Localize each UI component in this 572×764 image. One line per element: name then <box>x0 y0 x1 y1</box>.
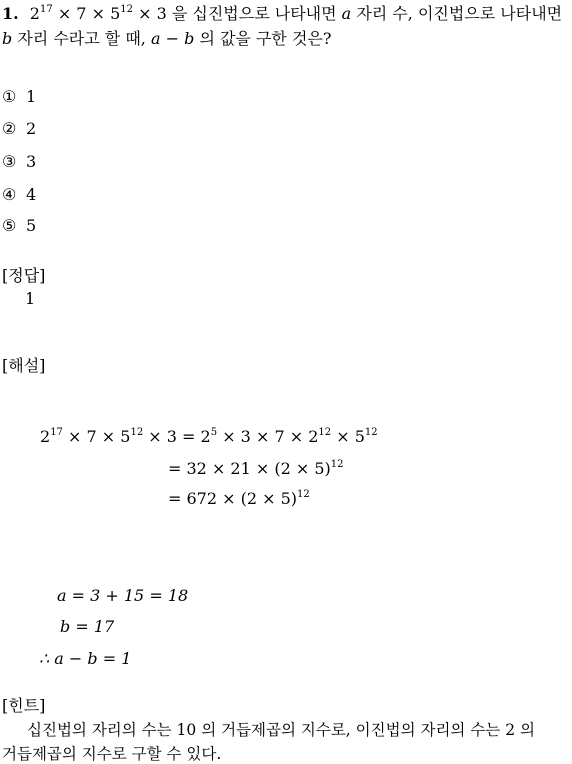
equation-lhs: $2^{17} \times 7 \times 5^{12} \times 3$ <box>40 427 177 446</box>
option-2[interactable] <box>2 119 36 138</box>
hint-label: [힌트] <box>2 696 46 715</box>
hint-line-2: 거듭제곱의 지수로 구할 수 있다. <box>2 745 222 763</box>
option-marker: ④ <box>2 185 17 204</box>
question-number: 1. <box>2 4 19 23</box>
question-line-2: b 자리 수라고 할 때, a − b 의 값을 구한 것은? <box>2 29 332 48</box>
result-conclusion: ∴ a − b = 1 <box>39 649 132 668</box>
option-3[interactable] <box>2 152 36 171</box>
hint-line-1: 십진법의 자리의 수는 10 의 거듭제곱의 지수로, 이진법의 자리의 수는 2 의 <box>27 721 535 739</box>
option-value: 3 <box>26 152 37 171</box>
equation-rhs: = $2^5 \times 3 \times 7 \times 2^{12} \times 5^{12}$ <box>182 427 378 446</box>
option-marker: ① <box>2 87 17 106</box>
option-value: 2 <box>26 119 37 138</box>
question-line-1: 1. $2^{17} \times 7 \times 5^{12} \times 3$ 을 십진법으로 나타내면 a 자리 수, 이진법으로 나타내면 <box>2 4 563 23</box>
answer-value: 1 <box>25 289 36 308</box>
option-value: 5 <box>26 216 37 235</box>
result-a: a = 3 + 15 = 18 <box>57 586 189 605</box>
option-1[interactable] <box>2 87 36 106</box>
option-4[interactable] <box>2 185 36 204</box>
answer-label: [정답] <box>2 266 46 285</box>
equation-line-2: = $32 \times 21 \times (2 \times 5)^{12}$ <box>168 459 344 478</box>
result-b: b = 17 <box>60 617 115 636</box>
option-marker: ⑤ <box>2 216 17 235</box>
option-value: 1 <box>26 87 37 106</box>
question-expression: $2^{17} \times 7 \times 5^{12} \times 3$ <box>29 4 167 23</box>
option-marker: ③ <box>2 152 17 171</box>
option-value: 4 <box>26 185 37 204</box>
option-5[interactable] <box>2 216 36 235</box>
equation-line-1 <box>40 427 378 446</box>
option-marker: ② <box>2 119 17 138</box>
equation-line-3: = $672 \times (2 \times 5)^{12}$ <box>168 489 310 508</box>
explanation-label: [해설] <box>2 356 46 375</box>
